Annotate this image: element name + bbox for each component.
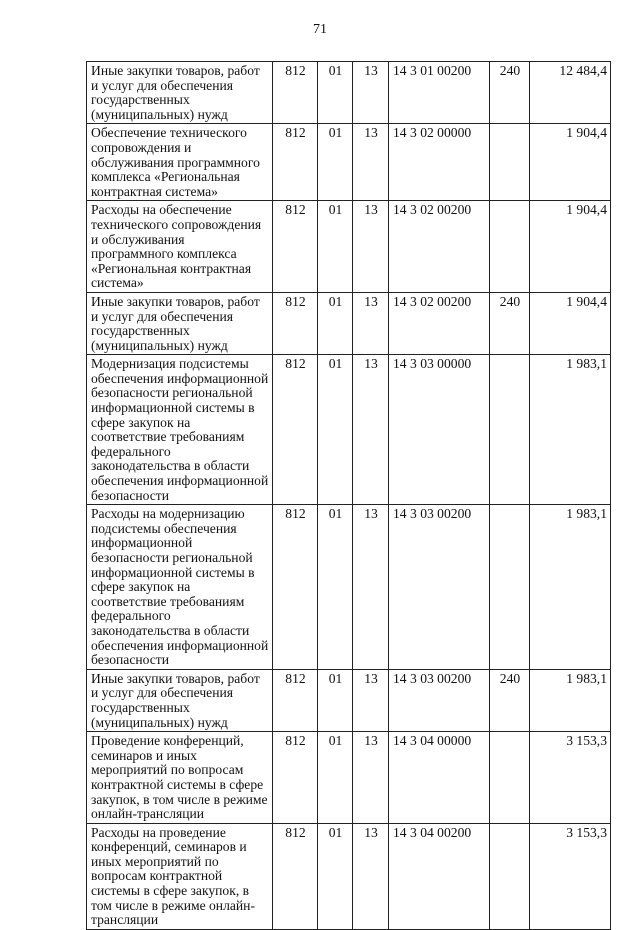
target-code-cell: 14 3 02 00000 (389, 124, 490, 201)
amount-cell: 1 904,4 (530, 201, 611, 293)
section-code-cell: 01 (318, 505, 353, 670)
expense-name-cell: Обеспечение технического сопровождения и обслуживания программного комплекса «Региональная контрактная система» (87, 124, 273, 201)
expense-kind-cell (490, 732, 530, 824)
amount-cell: 1 904,4 (530, 124, 611, 201)
expense-name-cell: Расходы на обеспечение технического сопровождения и обслуживания программного комплекса «Региональная контрактная система» (87, 201, 273, 293)
target-code-cell: 14 3 03 00000 (389, 355, 490, 505)
table-row (87, 355, 611, 505)
admin-code-cell: 812 (273, 823, 318, 929)
target-code-cell: 14 3 04 00000 (389, 732, 490, 824)
section-code-cell: 01 (318, 201, 353, 293)
expense-name-cell: Расходы на модернизацию подсистемы обеспечения информационной безопасности региональной информационной системы в сфере закупок на соответствие требованиям федерального законодательства в области обеспечения информационной безопасности (87, 505, 273, 670)
expense-kind-cell (490, 355, 530, 505)
subsection-code-cell: 13 (353, 292, 389, 354)
target-code-cell: 14 3 03 00200 (389, 505, 490, 670)
amount-cell: 3 153,3 (530, 823, 611, 929)
amount-cell: 1 904,4 (530, 292, 611, 354)
table-row (87, 201, 611, 293)
expense-name-cell: Расходы на проведение конференций, семинаров и иных мероприятий по вопросам контрактной системы в сфере закупок, в том числе в режиме онлайн-трансляции (87, 823, 273, 929)
expense-kind-cell: 240 (490, 292, 530, 354)
budget-table-body (87, 62, 611, 930)
admin-code-cell: 812 (273, 355, 318, 505)
subsection-code-cell: 13 (353, 355, 389, 505)
section-code-cell: 01 (318, 355, 353, 505)
budget-table (86, 61, 611, 930)
admin-code-cell: 812 (273, 201, 318, 293)
admin-code-cell: 812 (273, 669, 318, 731)
subsection-code-cell: 13 (353, 732, 389, 824)
section-code-cell: 01 (318, 669, 353, 731)
amount-cell: 1 983,1 (530, 355, 611, 505)
amount-cell: 1 983,1 (530, 669, 611, 731)
target-code-cell: 14 3 03 00200 (389, 669, 490, 731)
subsection-code-cell: 13 (353, 505, 389, 670)
expense-kind-cell: 240 (490, 669, 530, 731)
subsection-code-cell: 13 (353, 62, 389, 124)
table-row (87, 732, 611, 824)
expense-name-cell: Проведение конференций, семинаров и иных мероприятий по вопросам контрактной системы в сфере закупок, в том числе в режиме онлайн-трансляции (87, 732, 273, 824)
expense-kind-cell: 240 (490, 62, 530, 124)
amount-cell: 3 153,3 (530, 732, 611, 824)
expense-kind-cell (490, 823, 530, 929)
expense-kind-cell (490, 124, 530, 201)
admin-code-cell: 812 (273, 292, 318, 354)
expense-kind-cell (490, 201, 530, 293)
section-code-cell: 01 (318, 732, 353, 824)
section-code-cell: 01 (318, 124, 353, 201)
target-code-cell: 14 3 02 00200 (389, 201, 490, 293)
expense-name-cell: Модернизация подсистемы обеспечения информационной безопасности региональной информационной системы в сфере закупок на соответствие требованиям федерального законодательства в области обеспечения информационной безопасности (87, 355, 273, 505)
amount-cell: 12 484,4 (530, 62, 611, 124)
table-row (87, 62, 611, 124)
expense-name-cell: Иные закупки товаров, работ и услуг для обеспечения государственных (муниципальных) нужд (87, 292, 273, 354)
amount-cell: 1 983,1 (530, 505, 611, 670)
subsection-code-cell: 13 (353, 201, 389, 293)
section-code-cell: 01 (318, 62, 353, 124)
table-row (87, 505, 611, 670)
table-row (87, 292, 611, 354)
target-code-cell: 14 3 02 00200 (389, 292, 490, 354)
target-code-cell: 14 3 01 00200 (389, 62, 490, 124)
expense-name-cell: Иные закупки товаров, работ и услуг для обеспечения государственных (муниципальных) нужд (87, 62, 273, 124)
admin-code-cell: 812 (273, 62, 318, 124)
section-code-cell: 01 (318, 292, 353, 354)
table-row (87, 823, 611, 929)
admin-code-cell: 812 (273, 124, 318, 201)
admin-code-cell: 812 (273, 505, 318, 670)
section-code-cell: 01 (318, 823, 353, 929)
table-row (87, 124, 611, 201)
expense-name-cell: Иные закупки товаров, работ и услуг для обеспечения государственных (муниципальных) нужд (87, 669, 273, 731)
admin-code-cell: 812 (273, 732, 318, 824)
table-row (87, 669, 611, 731)
expense-kind-cell (490, 505, 530, 670)
subsection-code-cell: 13 (353, 669, 389, 731)
page-number: 71 (313, 22, 327, 37)
subsection-code-cell: 13 (353, 823, 389, 929)
target-code-cell: 14 3 04 00200 (389, 823, 490, 929)
subsection-code-cell: 13 (353, 124, 389, 201)
